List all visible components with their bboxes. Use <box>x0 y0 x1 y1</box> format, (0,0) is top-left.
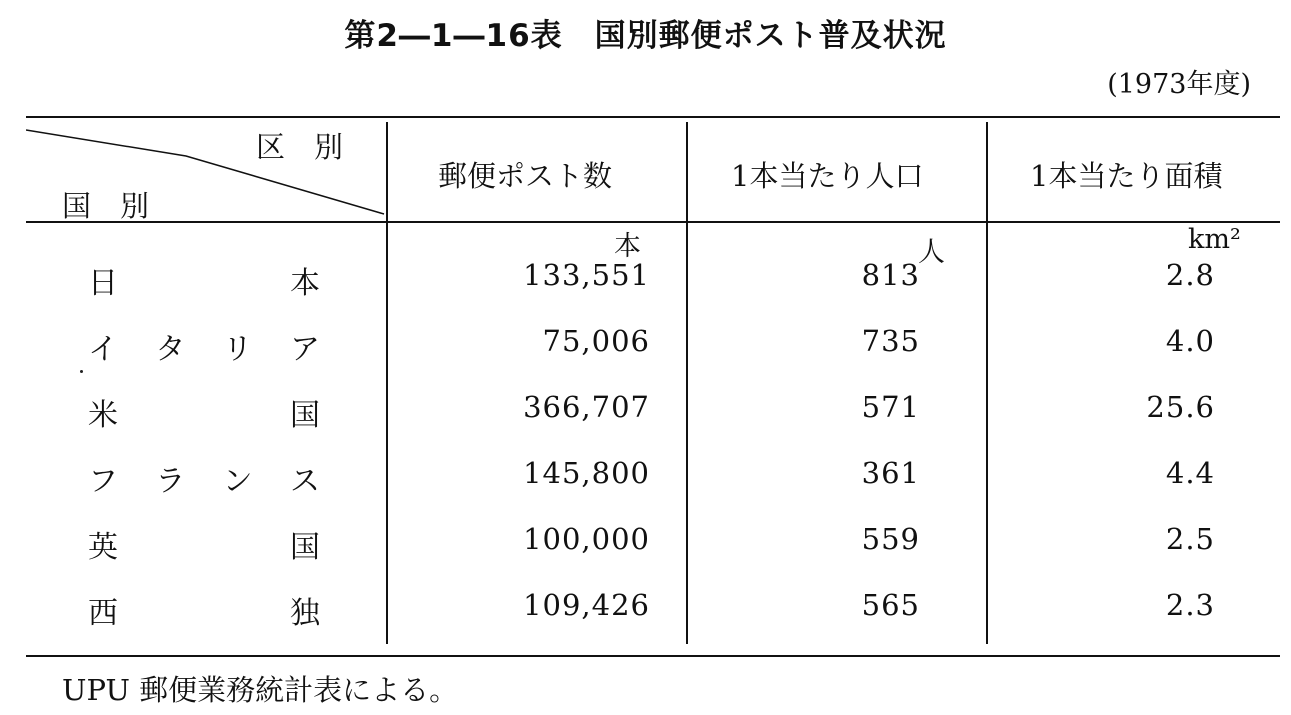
cell-area: 2.5 <box>1165 522 1215 556</box>
source-note: UPU 郵便業務統計表による。 <box>62 673 459 707</box>
row-label-usa <box>88 390 320 434</box>
fiscal-year-note: (1973年度) <box>1107 69 1251 100</box>
cell-area: 2.8 <box>1165 258 1215 292</box>
header-country-label: 国 別 <box>62 189 150 223</box>
column-divider-2 <box>686 122 688 644</box>
unit-persons: 人 <box>918 237 945 268</box>
cell-area: 2.3 <box>1165 588 1215 622</box>
header-population-per-post: 1本当たり人口 <box>731 159 924 193</box>
cell-posts: 75,006 <box>542 324 650 358</box>
scan-speck <box>80 370 83 373</box>
row-label-uk <box>88 522 320 566</box>
header-area-per-post: 1本当たり面積 <box>1030 159 1223 193</box>
row-label-char: ア <box>289 332 320 367</box>
cell-population: 559 <box>861 522 920 556</box>
cell-population: 361 <box>861 456 920 490</box>
table-bottom-rule <box>26 655 1280 657</box>
column-divider-3 <box>986 122 988 644</box>
header-category-label: 区 別 <box>256 130 344 164</box>
row-label-char: 英 <box>88 530 118 565</box>
cell-population: 813 <box>861 258 920 292</box>
row-label-char: ス <box>289 464 320 499</box>
unit-area: km² <box>1188 224 1241 255</box>
row-label-char: ン <box>222 464 253 499</box>
header-post-count: 郵便ポスト数 <box>438 159 613 193</box>
cell-posts: 366,707 <box>523 390 650 424</box>
row-label-west-germany <box>88 588 320 632</box>
row-label-char: 米 <box>88 398 118 433</box>
cell-area: 4.4 <box>1165 456 1215 490</box>
cell-posts: 100,000 <box>523 522 650 556</box>
cell-posts: 133,551 <box>523 258 650 292</box>
cell-area: 4.0 <box>1165 324 1215 358</box>
table-top-rule <box>26 116 1280 118</box>
row-label-char: 西 <box>88 596 118 631</box>
cell-posts: 109,426 <box>523 588 650 622</box>
cell-population: 571 <box>861 390 920 424</box>
row-label-italy <box>88 324 320 368</box>
row-label-char: 独 <box>290 596 320 631</box>
cell-area: 25.6 <box>1146 390 1215 424</box>
cell-posts: 145,800 <box>523 456 650 490</box>
row-label-char: 国 <box>290 530 320 565</box>
row-label-char: リ <box>222 332 253 367</box>
unit-posts: 本 <box>614 231 641 262</box>
row-label-char: イ <box>88 332 118 367</box>
row-label-char: タ <box>155 332 186 367</box>
row-label-char: 本 <box>290 266 320 301</box>
row-label-char: フ <box>88 464 118 499</box>
table-title: 第2―1―16表 国別郵便ポスト普及状況 <box>344 18 947 54</box>
row-label-france <box>88 456 320 500</box>
row-label-char: ラ <box>155 464 186 499</box>
cell-population: 735 <box>861 324 920 358</box>
row-label-japan <box>88 258 320 302</box>
row-label-char: 日 <box>88 266 118 301</box>
row-label-char: 国 <box>290 398 320 433</box>
cell-population: 565 <box>861 588 920 622</box>
